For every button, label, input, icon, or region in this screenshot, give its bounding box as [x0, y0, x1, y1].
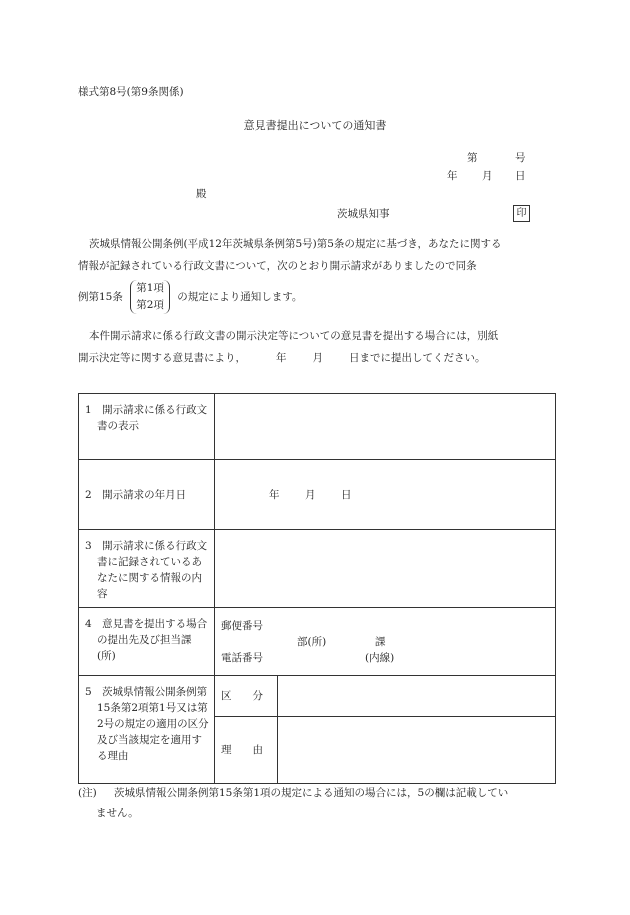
seal-mark: 印: [513, 205, 530, 222]
para1-line2: 情報が記録されている行政文書について，次のとおり開示請求がありましたので同条: [78, 260, 477, 272]
extension-label: (内線): [365, 652, 395, 664]
table-row: [79, 460, 556, 530]
para1-line3-suffix: の規定により通知します。: [177, 291, 303, 303]
row2-label: 2 開示請求の年月日: [85, 488, 187, 501]
para2-line2-prefix: 開示決定等に関する意見書により，: [78, 352, 246, 364]
request-date-field[interactable]: [215, 460, 556, 530]
doc-number-suffix: 号: [515, 152, 526, 164]
note-prefix: (注): [78, 787, 97, 799]
reason-label: 理 由: [221, 744, 263, 756]
reason-field[interactable]: [278, 717, 555, 783]
section-label: 課: [375, 636, 386, 648]
row2-label-cell: [79, 460, 215, 530]
category-label-cell: [215, 676, 278, 716]
doc-number-prefix: 第: [467, 152, 478, 164]
category-field[interactable]: [278, 676, 555, 716]
row3-label: 3 開示請求に係る行政文書に記録されているあなたに関する情報の内容: [85, 540, 208, 600]
phone-number-label: 電話番号: [221, 652, 263, 664]
postal-code-label: 郵便番号: [221, 620, 263, 632]
category-row: [215, 676, 555, 717]
row5-subtable: [215, 676, 556, 784]
table-row: [79, 530, 556, 608]
table-row: [79, 608, 556, 676]
form-table: [78, 393, 556, 784]
reason-row: [215, 717, 555, 783]
row1-label-cell: [79, 394, 215, 460]
category-label: 区 分: [221, 690, 263, 702]
issuer-name: 茨城県知事: [337, 208, 390, 220]
reason-label-cell: [215, 717, 278, 783]
para2-year: 年: [276, 352, 287, 364]
date-day: 日: [515, 170, 526, 182]
para1-line3: [78, 280, 544, 314]
table-row: [79, 394, 556, 460]
department-label: 部(所): [297, 636, 327, 648]
row2-year: 年: [269, 489, 280, 501]
para2-month: 月: [312, 352, 323, 364]
bracket-item-1: 第1項: [136, 282, 164, 294]
para2-suffix: 日までに提出してください。: [349, 352, 486, 364]
para2-line1: 本件開示請求に係る行政文書の開示決定等についての意見書を提出する場合には，別紙: [89, 330, 499, 342]
para2-line2: [78, 347, 544, 369]
row4-label-cell: [79, 608, 215, 676]
para1-line3-prefix: 例第15条: [78, 291, 123, 303]
submission-destination-field[interactable]: [215, 608, 556, 676]
row4-label: 4 意見書を提出する場合の提出先及び担当課(所): [85, 618, 208, 662]
row5-label-cell: [79, 676, 215, 784]
row1-label: 1 開示請求に係る行政文書の表示: [85, 404, 208, 432]
date-month: 月: [482, 170, 493, 182]
row5-label: 5 茨城県情報公開条例第15条第2項第1号又は第2号の規定の適用の区分及び当該規定を適用する理由: [85, 686, 209, 762]
document-display-field[interactable]: [215, 394, 556, 460]
note-line2: ません。: [96, 807, 139, 819]
para1-line1: 茨城県情報公開条例(平成12年茨城県条例第5号)第5条の規定に基づき，あなたに関する: [89, 238, 502, 250]
table-row: [79, 676, 556, 784]
addressee-honorific: 殿: [196, 188, 207, 200]
bracket-item-2: 第2項: [136, 299, 164, 311]
form-number: 様式第8号(第9条関係): [78, 86, 184, 98]
paragraph-2: [78, 325, 544, 369]
row3-label-cell: [79, 530, 215, 608]
document-title: 意見書提出についての通知書: [243, 119, 387, 132]
paragraph-1: [78, 233, 544, 314]
row2-day: 日: [341, 489, 352, 501]
information-content-field[interactable]: [215, 530, 556, 608]
note-line1: 茨城県情報公開条例第15条第1項の規定による通知の場合には，5の欄は記載してい: [114, 787, 509, 799]
date-year: 年: [447, 170, 458, 182]
article-bracket: [130, 280, 170, 314]
row2-month: 月: [305, 489, 316, 501]
